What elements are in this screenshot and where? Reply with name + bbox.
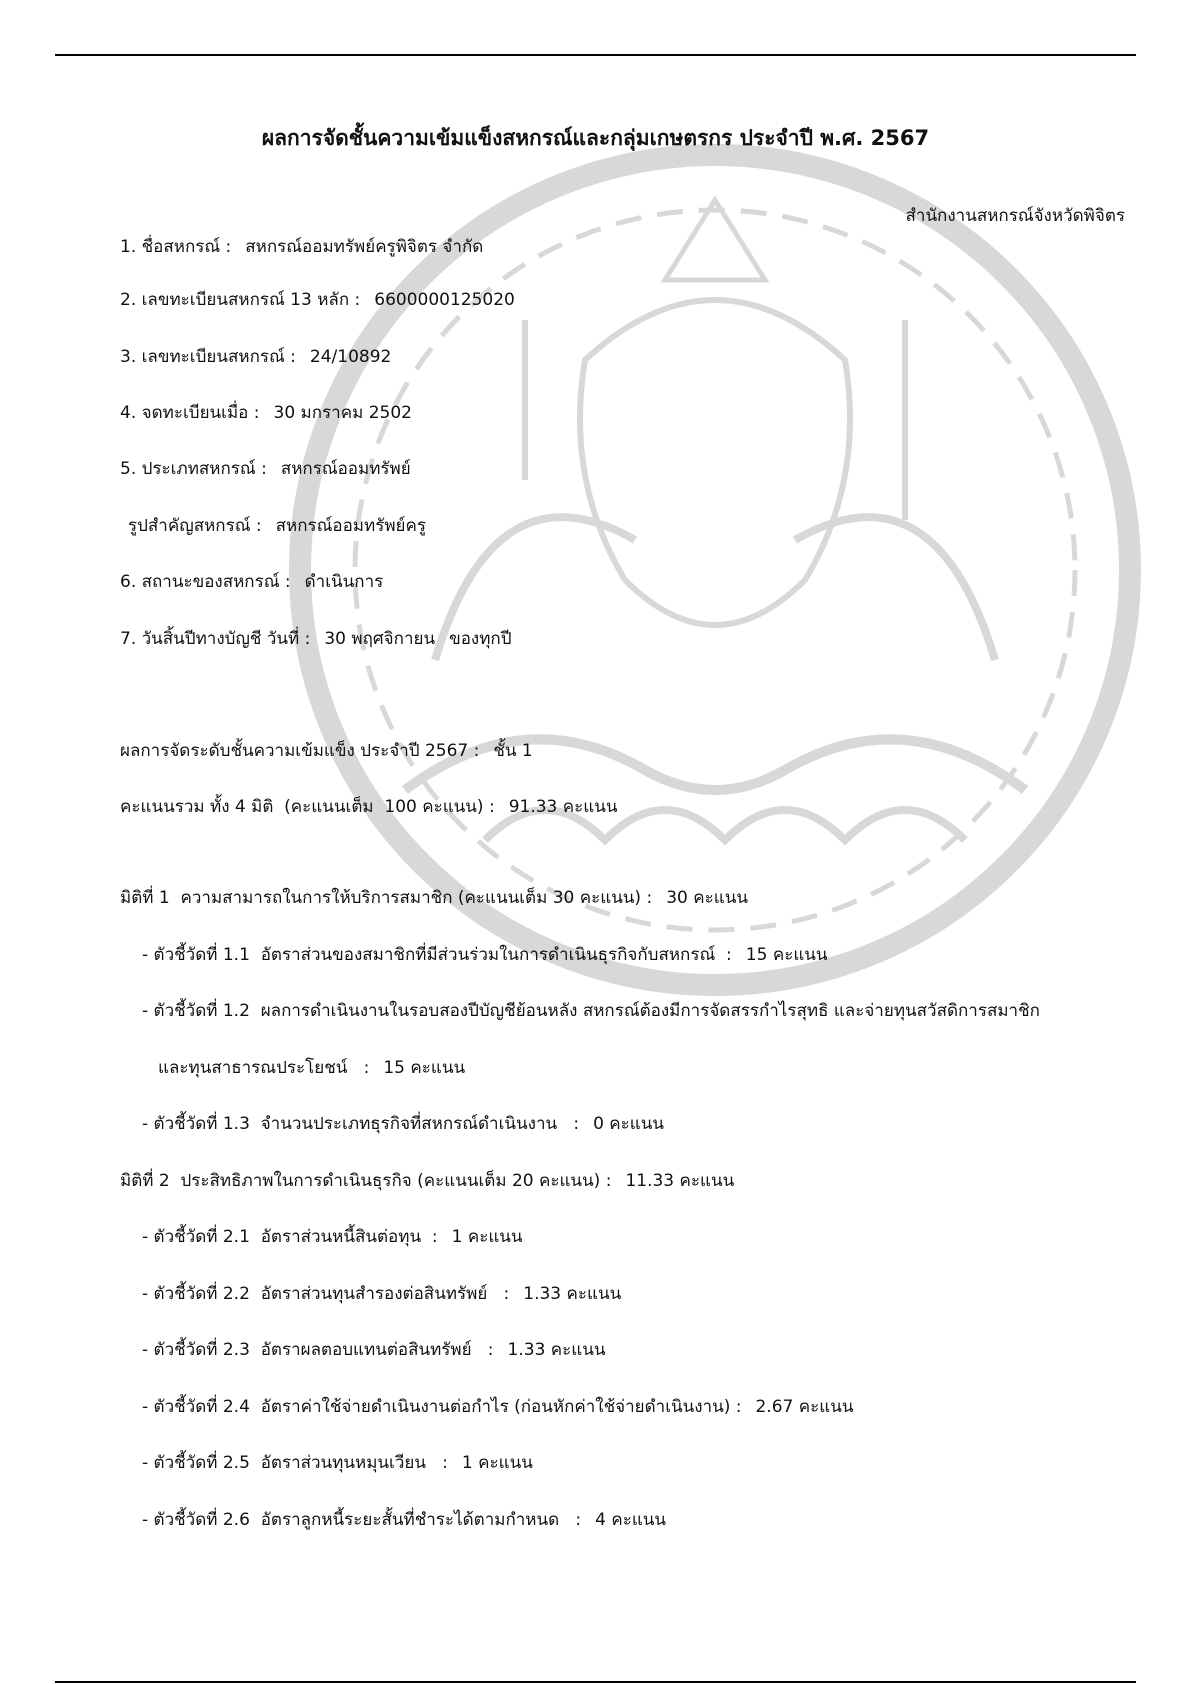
office-name: สำนักงานสหกรณ์จังหวัดพิจิตร — [905, 206, 1125, 226]
indicator-row — [142, 1339, 606, 1361]
grade-row — [120, 740, 533, 762]
indicator-score: 1.33 คะแนน — [507, 1340, 606, 1360]
indicator-row — [142, 1000, 1040, 1022]
indicator-label: - ตัวชี้วัดที่ 1.2 ผลการดำเนินงานในรอบสองปีบัญชีย้อนหลัง สหกรณ์ต้องมีการจัดสรรกำไรสุทธิ และจ่ายทุนสวัสดิการสมาชิก — [142, 1001, 1040, 1021]
indicator-label: - ตัวชี้วัดที่ 1.3 จำนวนประเภทธุรกิจที่สหกรณ์ดำเนินงาน : — [142, 1114, 580, 1134]
reg-label: 3. เลขทะเบียนสหกรณ์ : — [120, 347, 296, 367]
status-value: ดำเนินการ — [304, 572, 384, 592]
indicator-row — [142, 1113, 664, 1135]
bottom-rule — [55, 1681, 1136, 1683]
fiscal-row — [120, 628, 512, 650]
indicator-score: 2.67 คะแนน — [755, 1397, 854, 1417]
coop-name-value: สหกรณ์ออมทรัพย์ครูพิจิตร จำกัด — [245, 237, 484, 257]
indicator-label: - ตัวชี้วัดที่ 2.6 อัตราลูกหนี้ระยะสั้นที่ชำระได้ตามกำหนด : — [142, 1510, 582, 1530]
fiscal-value: 30 พฤศจิกายน — [324, 629, 436, 649]
dimension-score: 11.33 คะแนน — [625, 1171, 735, 1191]
indicator-score: 0 คะแนน — [593, 1114, 664, 1134]
dimension-label: มิติที่ 2 ประสิทธิภาพในการดำเนินธุรกิจ (คะแนนเต็ม 20 คะแนน) : — [120, 1171, 612, 1191]
type-row — [120, 458, 411, 480]
indicator-label: - ตัวชี้วัดที่ 2.4 อัตราค่าใช้จ่ายดำเนินงานต่อกำไร (ก่อนหักค่าใช้จ่ายดำเนินงาน) : — [142, 1397, 742, 1417]
reg13-row — [120, 289, 515, 311]
form-label: รูปสำคัญสหกรณ์ : — [128, 516, 262, 536]
regdate-value: 30 มกราคม 2502 — [273, 403, 412, 423]
indicator-row — [142, 1509, 666, 1531]
coop-name-row — [120, 236, 483, 258]
cooperative-seal-watermark — [285, 140, 1145, 1000]
indicator-label: - ตัวชี้วัดที่ 2.3 อัตราผลตอบแทนต่อสินทรัพย์ : — [142, 1340, 494, 1360]
reg13-label: 2. เลขทะเบียนสหกรณ์ 13 หลัก : — [120, 290, 361, 310]
indicator-row-cont — [158, 1057, 465, 1079]
indicator-score: 1.33 คะแนน — [523, 1284, 622, 1304]
grade-value: ชั้น 1 — [493, 741, 533, 761]
total-label: คะแนนรวม ทั้ง 4 มิติ (คะแนนเต็ม 100 คะแนน) : — [120, 797, 495, 817]
indicator-score: 4 คะแนน — [595, 1510, 667, 1530]
indicator-label: - ตัวชี้วัดที่ 2.1 อัตราส่วนหนี้สินต่อทุน : — [142, 1227, 438, 1247]
indicator-row — [142, 1396, 853, 1418]
form-row — [128, 515, 426, 537]
dimension-label: มิติที่ 1 ความสามารถในการให้บริการสมาชิก (คะแนนเต็ม 30 คะแนน) : — [120, 888, 653, 908]
grade-label: ผลการจัดระดับชั้นความเข้มแข็ง ประจำปี 2567 : — [120, 741, 480, 761]
top-rule — [55, 54, 1136, 56]
type-value: สหกรณ์ออมทรัพย์ — [280, 459, 411, 479]
dimension-row — [120, 887, 748, 909]
regdate-row — [120, 402, 412, 424]
indicator-label: - ตัวชี้วัดที่ 2.5 อัตราส่วนทุนหมุนเวียน : — [142, 1453, 448, 1473]
coop-name-label: 1. ชื่อสหกรณ์ : — [120, 237, 232, 257]
indicator-row — [142, 1226, 523, 1248]
type-label: 5. ประเภทสหกรณ์ : — [120, 459, 267, 479]
indicator-score: 15 คะแนน — [383, 1058, 466, 1078]
indicator-score: 1 คะแนน — [461, 1453, 533, 1473]
total-row — [120, 796, 617, 818]
indicator-row — [142, 944, 828, 966]
indicator-score: 15 คะแนน — [745, 945, 828, 965]
page-title: ผลการจัดชั้นความเข้มแข็งสหกรณ์และกลุ่มเกษตรกร ประจำปี พ.ศ. 2567 — [261, 126, 930, 150]
status-row — [120, 571, 383, 593]
indicator-row — [142, 1283, 621, 1305]
dimension-score: 30 คะแนน — [666, 888, 748, 908]
status-label: 6. สถานะของสหกรณ์ : — [120, 572, 291, 592]
form-value: สหกรณ์ออมทรัพย์ครู — [275, 516, 427, 536]
reg-row — [120, 346, 391, 368]
total-value: 91.33 คะแนน — [508, 797, 618, 817]
indicator-label: - ตัวชี้วัดที่ 1.1 อัตราส่วนของสมาชิกที่มีส่วนร่วมในการดำเนินธุรกิจกับสหกรณ์ : — [142, 945, 732, 965]
indicator-label: - ตัวชี้วัดที่ 2.2 อัตราส่วนทุนสำรองต่อสินทรัพย์ : — [142, 1284, 510, 1304]
indicator-label-cont: และทุนสาธารณประโยชน์ : — [158, 1058, 370, 1078]
dimension-row — [120, 1170, 734, 1192]
indicator-row — [142, 1452, 533, 1474]
regdate-label: 4. จดทะเบียนเมื่อ : — [120, 403, 260, 423]
reg-value: 24/10892 — [309, 347, 392, 367]
reg13-value: 6600000125020 — [374, 290, 515, 310]
fiscal-label: 7. วันสิ้นปีทางบัญชี วันที่ : — [120, 629, 311, 649]
indicator-score: 1 คะแนน — [451, 1227, 523, 1247]
fiscal-suffix: ของทุกปี — [449, 629, 512, 649]
